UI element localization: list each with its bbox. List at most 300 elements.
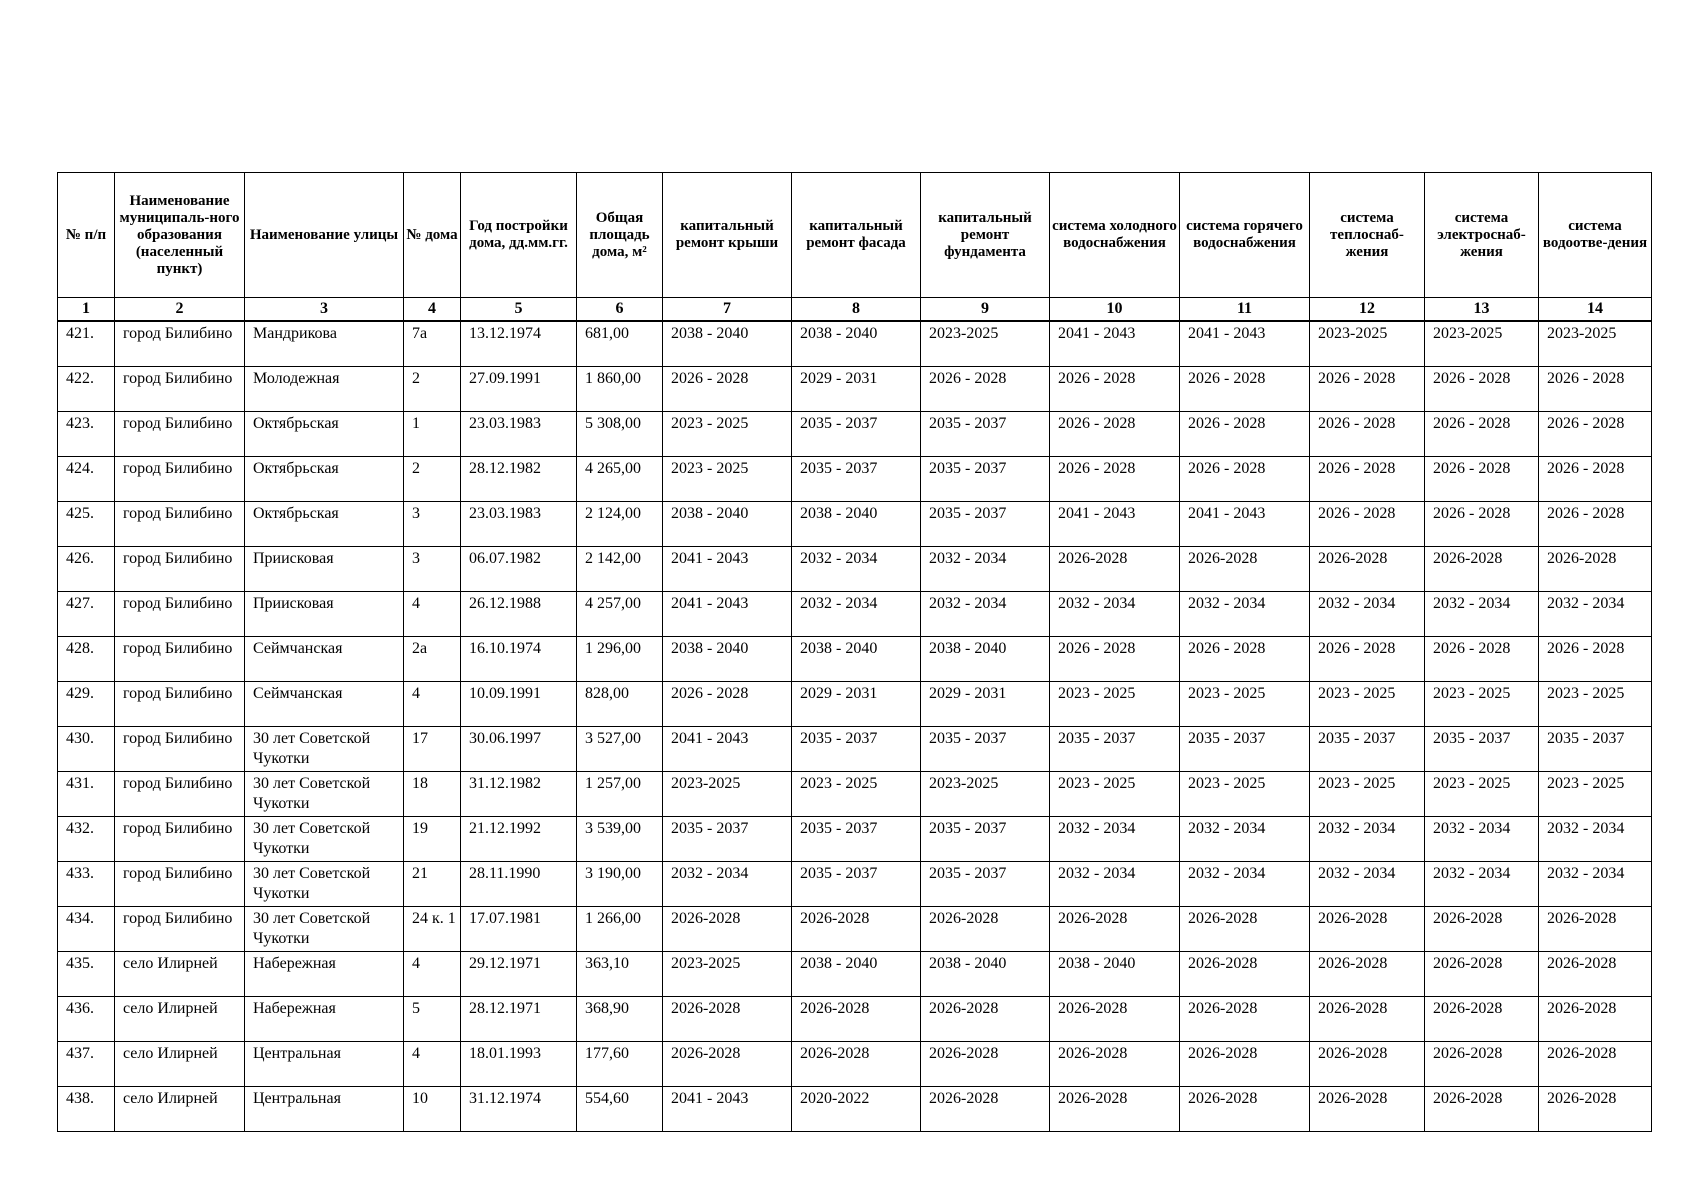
cell-hot-water-system: 2035 - 2037 [1180, 727, 1310, 772]
header-cell-11: система горячего водоснабжения [1180, 173, 1310, 298]
cell-hot-water-system: 2032 - 2034 [1180, 817, 1310, 862]
cell-hot-water-system: 2026-2028 [1180, 1087, 1310, 1132]
cell-electric-system: 2026-2028 [1425, 1042, 1539, 1087]
cell-cold-water-system: 2026 - 2028 [1050, 412, 1180, 457]
table-row [58, 592, 1652, 637]
cell-house-number: 4 [404, 682, 461, 727]
cell-row-number: 424. [58, 457, 115, 502]
cell-drainage-system: 2026 - 2028 [1539, 412, 1652, 457]
cell-total-area: 681,00 [577, 321, 663, 367]
cell-facade-repair: 2020-2022 [792, 1087, 921, 1132]
header-cell-2: Наименование муниципаль-ного образования (населенный пункт) [115, 173, 245, 298]
cell-heating-system: 2026-2028 [1310, 1042, 1425, 1087]
cell-facade-repair: 2026-2028 [792, 907, 921, 952]
cell-cold-water-system: 2026-2028 [1050, 1042, 1180, 1087]
cell-build-date: 23.03.1983 [461, 502, 577, 547]
table-row [58, 367, 1652, 412]
cell-electric-system: 2026-2028 [1425, 1087, 1539, 1132]
cell-total-area: 5 308,00 [577, 412, 663, 457]
cell-drainage-system: 2023-2025 [1539, 321, 1652, 367]
cell-build-date: 10.09.1991 [461, 682, 577, 727]
cell-facade-repair: 2035 - 2037 [792, 457, 921, 502]
cell-foundation-repair: 2026-2028 [921, 997, 1050, 1042]
cell-cold-water-system: 2026 - 2028 [1050, 637, 1180, 682]
cell-roof-repair: 2026 - 2028 [663, 682, 792, 727]
cell-hot-water-system: 2026-2028 [1180, 997, 1310, 1042]
header-cell-13: система электроснаб-жения [1425, 173, 1539, 298]
cell-roof-repair: 2041 - 2043 [663, 592, 792, 637]
cell-street: 30 лет Советской Чукотки [245, 862, 404, 907]
cell-roof-repair: 2032 - 2034 [663, 862, 792, 907]
document-page [57, 172, 1652, 1132]
cell-electric-system: 2026-2028 [1425, 952, 1539, 997]
cell-hot-water-system: 2032 - 2034 [1180, 592, 1310, 637]
cell-municipality: город Билибино [115, 592, 245, 637]
cell-heating-system: 2032 - 2034 [1310, 592, 1425, 637]
column-number: 7 [663, 298, 792, 322]
cell-row-number: 438. [58, 1087, 115, 1132]
cell-electric-system: 2026 - 2028 [1425, 412, 1539, 457]
cell-cold-water-system: 2032 - 2034 [1050, 592, 1180, 637]
cell-electric-system: 2032 - 2034 [1425, 862, 1539, 907]
cell-hot-water-system: 2041 - 2043 [1180, 321, 1310, 367]
cell-electric-system: 2026 - 2028 [1425, 637, 1539, 682]
cell-drainage-system: 2026-2028 [1539, 547, 1652, 592]
cell-municipality: город Билибино [115, 367, 245, 412]
table-row [58, 772, 1652, 817]
cell-municipality: город Билибино [115, 772, 245, 817]
cell-municipality: город Билибино [115, 412, 245, 457]
table-row [58, 457, 1652, 502]
cell-electric-system: 2026-2028 [1425, 907, 1539, 952]
cell-facade-repair: 2035 - 2037 [792, 412, 921, 457]
cell-total-area: 554,60 [577, 1087, 663, 1132]
cell-foundation-repair: 2032 - 2034 [921, 547, 1050, 592]
column-number: 8 [792, 298, 921, 322]
column-number: 5 [461, 298, 577, 322]
cell-street: Приисковая [245, 592, 404, 637]
cell-build-date: 27.09.1991 [461, 367, 577, 412]
cell-foundation-repair: 2035 - 2037 [921, 457, 1050, 502]
cell-municipality: город Билибино [115, 637, 245, 682]
cell-house-number: 19 [404, 817, 461, 862]
cell-municipality: село Илирней [115, 952, 245, 997]
cell-total-area: 4 265,00 [577, 457, 663, 502]
cell-drainage-system: 2026-2028 [1539, 1042, 1652, 1087]
cell-foundation-repair: 2032 - 2034 [921, 592, 1050, 637]
cell-electric-system: 2026 - 2028 [1425, 367, 1539, 412]
cell-municipality: село Илирней [115, 1042, 245, 1087]
cell-roof-repair: 2041 - 2043 [663, 727, 792, 772]
cell-build-date: 28.12.1971 [461, 997, 577, 1042]
table-row [58, 907, 1652, 952]
column-number: 1 [58, 298, 115, 322]
cell-roof-repair: 2023-2025 [663, 772, 792, 817]
cell-electric-system: 2023-2025 [1425, 321, 1539, 367]
cell-build-date: 13.12.1974 [461, 321, 577, 367]
cell-municipality: город Билибино [115, 457, 245, 502]
column-number: 4 [404, 298, 461, 322]
cell-electric-system: 2026-2028 [1425, 997, 1539, 1042]
cell-foundation-repair: 2035 - 2037 [921, 727, 1050, 772]
table-body [58, 321, 1652, 1132]
cell-row-number: 421. [58, 321, 115, 367]
column-number: 13 [1425, 298, 1539, 322]
cell-drainage-system: 2026 - 2028 [1539, 367, 1652, 412]
header-cell-9: капитальный ремонт фундамента [921, 173, 1050, 298]
cell-row-number: 432. [58, 817, 115, 862]
cell-roof-repair: 2026-2028 [663, 997, 792, 1042]
cell-drainage-system: 2023 - 2025 [1539, 772, 1652, 817]
cell-cold-water-system: 2035 - 2037 [1050, 727, 1180, 772]
cell-cold-water-system: 2023 - 2025 [1050, 682, 1180, 727]
cell-facade-repair: 2038 - 2040 [792, 502, 921, 547]
cell-drainage-system: 2026 - 2028 [1539, 457, 1652, 502]
cell-heating-system: 2032 - 2034 [1310, 862, 1425, 907]
cell-hot-water-system: 2032 - 2034 [1180, 862, 1310, 907]
cell-drainage-system: 2026-2028 [1539, 952, 1652, 997]
cell-foundation-repair: 2023-2025 [921, 321, 1050, 367]
cell-house-number: 3 [404, 547, 461, 592]
cell-municipality: город Билибино [115, 502, 245, 547]
cell-municipality: село Илирней [115, 1087, 245, 1132]
header-cell-6: Общая площадь дома, м² [577, 173, 663, 298]
cell-row-number: 428. [58, 637, 115, 682]
cell-build-date: 28.11.1990 [461, 862, 577, 907]
cell-cold-water-system: 2026 - 2028 [1050, 367, 1180, 412]
cell-foundation-repair: 2029 - 2031 [921, 682, 1050, 727]
cell-drainage-system: 2023 - 2025 [1539, 682, 1652, 727]
column-number: 6 [577, 298, 663, 322]
cell-cold-water-system: 2041 - 2043 [1050, 321, 1180, 367]
cell-roof-repair: 2023 - 2025 [663, 457, 792, 502]
cell-total-area: 363,10 [577, 952, 663, 997]
cell-build-date: 31.12.1974 [461, 1087, 577, 1132]
table-row [58, 321, 1652, 367]
cell-build-date: 16.10.1974 [461, 637, 577, 682]
cell-total-area: 2 124,00 [577, 502, 663, 547]
cell-street: Набережная [245, 952, 404, 997]
cell-build-date: 18.01.1993 [461, 1042, 577, 1087]
cell-roof-repair: 2038 - 2040 [663, 502, 792, 547]
cell-heating-system: 2026-2028 [1310, 547, 1425, 592]
cell-street: Молодежная [245, 367, 404, 412]
cell-house-number: 4 [404, 592, 461, 637]
cell-street: Октябрьская [245, 457, 404, 502]
cell-hot-water-system: 2026 - 2028 [1180, 412, 1310, 457]
cell-house-number: 10 [404, 1087, 461, 1132]
cell-cold-water-system: 2026-2028 [1050, 907, 1180, 952]
cell-total-area: 2 142,00 [577, 547, 663, 592]
cell-drainage-system: 2032 - 2034 [1539, 817, 1652, 862]
cell-hot-water-system: 2041 - 2043 [1180, 502, 1310, 547]
header-cell-3: Наименование улицы [245, 173, 404, 298]
cell-roof-repair: 2041 - 2043 [663, 1087, 792, 1132]
cell-total-area: 1 257,00 [577, 772, 663, 817]
cell-drainage-system: 2026-2028 [1539, 1087, 1652, 1132]
column-number: 12 [1310, 298, 1425, 322]
cell-drainage-system: 2026-2028 [1539, 997, 1652, 1042]
cell-total-area: 1 266,00 [577, 907, 663, 952]
cell-foundation-repair: 2035 - 2037 [921, 412, 1050, 457]
cell-drainage-system: 2035 - 2037 [1539, 727, 1652, 772]
cell-foundation-repair: 2026-2028 [921, 1042, 1050, 1087]
header-cell-1: № п/п [58, 173, 115, 298]
cell-total-area: 3 539,00 [577, 817, 663, 862]
cell-row-number: 430. [58, 727, 115, 772]
cell-house-number: 2а [404, 637, 461, 682]
cell-house-number: 2 [404, 367, 461, 412]
cell-total-area: 4 257,00 [577, 592, 663, 637]
cell-drainage-system: 2026 - 2028 [1539, 637, 1652, 682]
header-cell-12: система теплоснаб-жения [1310, 173, 1425, 298]
cell-house-number: 5 [404, 997, 461, 1042]
cell-street: Центральная [245, 1087, 404, 1132]
cell-cold-water-system: 2026-2028 [1050, 1087, 1180, 1132]
cell-house-number: 2 [404, 457, 461, 502]
table-row [58, 412, 1652, 457]
cell-house-number: 18 [404, 772, 461, 817]
cell-house-number: 4 [404, 1042, 461, 1087]
cell-foundation-repair: 2026-2028 [921, 907, 1050, 952]
column-number: 11 [1180, 298, 1310, 322]
cell-row-number: 436. [58, 997, 115, 1042]
cell-cold-water-system: 2026-2028 [1050, 547, 1180, 592]
cell-total-area: 3 527,00 [577, 727, 663, 772]
cell-house-number: 24 к. 1 [404, 907, 461, 952]
cell-municipality: город Билибино [115, 547, 245, 592]
cell-foundation-repair: 2026-2028 [921, 1087, 1050, 1132]
cell-foundation-repair: 2038 - 2040 [921, 952, 1050, 997]
cell-municipality: город Билибино [115, 862, 245, 907]
cell-roof-repair: 2026-2028 [663, 1042, 792, 1087]
cell-total-area: 1 860,00 [577, 367, 663, 412]
cell-house-number: 21 [404, 862, 461, 907]
table-row [58, 817, 1652, 862]
cell-cold-water-system: 2032 - 2034 [1050, 817, 1180, 862]
cell-facade-repair: 2035 - 2037 [792, 817, 921, 862]
cell-foundation-repair: 2023-2025 [921, 772, 1050, 817]
cell-house-number: 7а [404, 321, 461, 367]
cell-build-date: 28.12.1982 [461, 457, 577, 502]
cell-hot-water-system: 2026 - 2028 [1180, 367, 1310, 412]
cell-row-number: 435. [58, 952, 115, 997]
cell-electric-system: 2032 - 2034 [1425, 592, 1539, 637]
cell-facade-repair: 2026-2028 [792, 1042, 921, 1087]
cell-street: Центральная [245, 1042, 404, 1087]
cell-drainage-system: 2026-2028 [1539, 907, 1652, 952]
cell-total-area: 1 296,00 [577, 637, 663, 682]
cell-street: Мандрикова [245, 321, 404, 367]
cell-facade-repair: 2029 - 2031 [792, 367, 921, 412]
cell-house-number: 1 [404, 412, 461, 457]
cell-build-date: 21.12.1992 [461, 817, 577, 862]
cell-electric-system: 2032 - 2034 [1425, 817, 1539, 862]
cell-facade-repair: 2038 - 2040 [792, 952, 921, 997]
cell-street: 30 лет Советской Чукотки [245, 727, 404, 772]
cell-heating-system: 2026 - 2028 [1310, 412, 1425, 457]
cell-hot-water-system: 2023 - 2025 [1180, 772, 1310, 817]
cell-roof-repair: 2023 - 2025 [663, 412, 792, 457]
table-row [58, 997, 1652, 1042]
cell-hot-water-system: 2026 - 2028 [1180, 457, 1310, 502]
cell-hot-water-system: 2026-2028 [1180, 547, 1310, 592]
cell-facade-repair: 2035 - 2037 [792, 862, 921, 907]
column-number: 3 [245, 298, 404, 322]
table-row [58, 1042, 1652, 1087]
table-row [58, 952, 1652, 997]
cell-roof-repair: 2035 - 2037 [663, 817, 792, 862]
cell-electric-system: 2023 - 2025 [1425, 772, 1539, 817]
cell-municipality: город Билибино [115, 727, 245, 772]
cell-build-date: 29.12.1971 [461, 952, 577, 997]
cell-street: Сеймчанская [245, 682, 404, 727]
cell-street: Набережная [245, 997, 404, 1042]
cell-facade-repair: 2038 - 2040 [792, 321, 921, 367]
table-row [58, 1087, 1652, 1132]
cell-hot-water-system: 2026-2028 [1180, 1042, 1310, 1087]
cell-heating-system: 2026-2028 [1310, 1087, 1425, 1132]
cell-street: Сеймчанская [245, 637, 404, 682]
cell-heating-system: 2026-2028 [1310, 997, 1425, 1042]
cell-electric-system: 2026 - 2028 [1425, 502, 1539, 547]
cell-row-number: 426. [58, 547, 115, 592]
column-number: 2 [115, 298, 245, 322]
header-cell-8: капитальный ремонт фасада [792, 173, 921, 298]
cell-row-number: 429. [58, 682, 115, 727]
cell-municipality: село Илирней [115, 997, 245, 1042]
cell-municipality: город Билибино [115, 817, 245, 862]
cell-heating-system: 2035 - 2037 [1310, 727, 1425, 772]
cell-row-number: 425. [58, 502, 115, 547]
cell-facade-repair: 2032 - 2034 [792, 592, 921, 637]
column-number-row [58, 298, 1652, 322]
cell-row-number: 423. [58, 412, 115, 457]
table-row [58, 547, 1652, 592]
cell-hot-water-system: 2026-2028 [1180, 907, 1310, 952]
cell-roof-repair: 2041 - 2043 [663, 547, 792, 592]
cell-heating-system: 2026 - 2028 [1310, 637, 1425, 682]
cell-build-date: 06.07.1982 [461, 547, 577, 592]
cell-total-area: 828,00 [577, 682, 663, 727]
cell-foundation-repair: 2035 - 2037 [921, 862, 1050, 907]
cell-street: Октябрьская [245, 502, 404, 547]
cell-foundation-repair: 2038 - 2040 [921, 637, 1050, 682]
cell-cold-water-system: 2023 - 2025 [1050, 772, 1180, 817]
cell-heating-system: 2023-2025 [1310, 321, 1425, 367]
cell-heating-system: 2026 - 2028 [1310, 457, 1425, 502]
cell-total-area: 368,90 [577, 997, 663, 1042]
cell-build-date: 31.12.1982 [461, 772, 577, 817]
cell-hot-water-system: 2026-2028 [1180, 952, 1310, 997]
cell-drainage-system: 2032 - 2034 [1539, 862, 1652, 907]
cell-row-number: 422. [58, 367, 115, 412]
cell-total-area: 3 190,00 [577, 862, 663, 907]
cell-facade-repair: 2035 - 2037 [792, 727, 921, 772]
cell-street: Приисковая [245, 547, 404, 592]
cell-cold-water-system: 2041 - 2043 [1050, 502, 1180, 547]
cell-total-area: 177,60 [577, 1042, 663, 1087]
cell-drainage-system: 2026 - 2028 [1539, 502, 1652, 547]
cell-build-date: 17.07.1981 [461, 907, 577, 952]
cell-cold-water-system: 2038 - 2040 [1050, 952, 1180, 997]
cell-electric-system: 2035 - 2037 [1425, 727, 1539, 772]
cell-heating-system: 2032 - 2034 [1310, 817, 1425, 862]
table-row [58, 862, 1652, 907]
cell-facade-repair: 2032 - 2034 [792, 547, 921, 592]
cell-drainage-system: 2032 - 2034 [1539, 592, 1652, 637]
cell-street: Октябрьская [245, 412, 404, 457]
cell-roof-repair: 2026-2028 [663, 907, 792, 952]
cell-house-number: 17 [404, 727, 461, 772]
cell-street: 30 лет Советской Чукотки [245, 907, 404, 952]
cell-build-date: 30.06.1997 [461, 727, 577, 772]
header-cell-5: Год постройки дома, дд.мм.гг. [461, 173, 577, 298]
cell-facade-repair: 2029 - 2031 [792, 682, 921, 727]
column-number: 10 [1050, 298, 1180, 322]
cell-foundation-repair: 2035 - 2037 [921, 502, 1050, 547]
cell-roof-repair: 2038 - 2040 [663, 637, 792, 682]
cell-facade-repair: 2038 - 2040 [792, 637, 921, 682]
cell-municipality: город Билибино [115, 907, 245, 952]
header-row [58, 173, 1652, 298]
cell-heating-system: 2026 - 2028 [1310, 367, 1425, 412]
column-number: 9 [921, 298, 1050, 322]
table-row [58, 727, 1652, 772]
table-row [58, 682, 1652, 727]
header-cell-4: № дома [404, 173, 461, 298]
cell-facade-repair: 2026-2028 [792, 997, 921, 1042]
cell-municipality: город Билибино [115, 682, 245, 727]
cell-foundation-repair: 2035 - 2037 [921, 817, 1050, 862]
cell-cold-water-system: 2026 - 2028 [1050, 457, 1180, 502]
cell-roof-repair: 2023-2025 [663, 952, 792, 997]
column-number: 14 [1539, 298, 1652, 322]
cell-facade-repair: 2023 - 2025 [792, 772, 921, 817]
cell-electric-system: 2026 - 2028 [1425, 457, 1539, 502]
cell-street: 30 лет Советской Чукотки [245, 817, 404, 862]
header-cell-10: система холодного водоснабжения [1050, 173, 1180, 298]
cell-foundation-repair: 2026 - 2028 [921, 367, 1050, 412]
cell-row-number: 434. [58, 907, 115, 952]
cell-roof-repair: 2038 - 2040 [663, 321, 792, 367]
cell-row-number: 437. [58, 1042, 115, 1087]
cell-roof-repair: 2026 - 2028 [663, 367, 792, 412]
header-cell-7: капитальный ремонт крыши [663, 173, 792, 298]
cell-row-number: 433. [58, 862, 115, 907]
cell-electric-system: 2023 - 2025 [1425, 682, 1539, 727]
cell-cold-water-system: 2026-2028 [1050, 997, 1180, 1042]
cell-row-number: 427. [58, 592, 115, 637]
capital-repair-schedule-table [57, 172, 1652, 1132]
cell-heating-system: 2023 - 2025 [1310, 682, 1425, 727]
cell-municipality: город Билибино [115, 321, 245, 367]
cell-row-number: 431. [58, 772, 115, 817]
cell-electric-system: 2026-2028 [1425, 547, 1539, 592]
cell-house-number: 4 [404, 952, 461, 997]
cell-heating-system: 2026-2028 [1310, 952, 1425, 997]
cell-cold-water-system: 2032 - 2034 [1050, 862, 1180, 907]
cell-house-number: 3 [404, 502, 461, 547]
cell-heating-system: 2026-2028 [1310, 907, 1425, 952]
table-row [58, 502, 1652, 547]
cell-build-date: 26.12.1988 [461, 592, 577, 637]
cell-hot-water-system: 2023 - 2025 [1180, 682, 1310, 727]
cell-hot-water-system: 2026 - 2028 [1180, 637, 1310, 682]
table-row [58, 637, 1652, 682]
cell-heating-system: 2023 - 2025 [1310, 772, 1425, 817]
cell-build-date: 23.03.1983 [461, 412, 577, 457]
